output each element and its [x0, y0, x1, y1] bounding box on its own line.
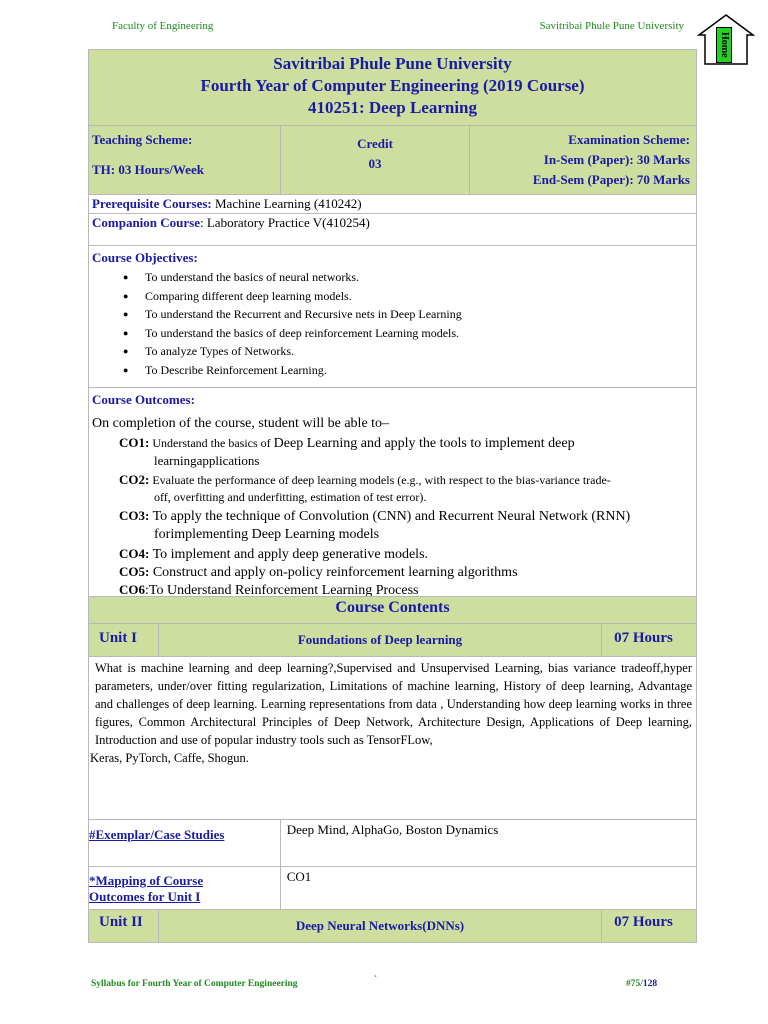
- page-title: Savitribai Phule Pune University Fourth Year of Computer Engineering (2019 Course) 410251: Deep Learning: [89, 50, 697, 126]
- header-university: Savitribai Phule Pune University: [539, 20, 684, 32]
- unit-1-hours: 07 Hours: [602, 624, 697, 657]
- examination-scheme: Examination Scheme: In-Sem (Paper): 30 Marks End-Sem (Paper): 70 Marks: [470, 126, 697, 195]
- footer-syllabus: Syllabus for Fourth Year of Computer Engineering: [91, 979, 298, 989]
- exemplar-value: Deep Mind, AlphaGo, Boston Dynamics: [280, 820, 696, 867]
- unit-2-title: Deep Neural Networks(DNNs): [158, 910, 601, 943]
- teaching-scheme: Teaching Scheme: TH: 03 Hours/Week: [89, 126, 281, 195]
- course-objectives: Course Objectives: ● To understand the basics of neural networks. ● Comparing different deep learning models. ● To understand the Recurrent and Recursive nets in Deep Learning ● To understand the basics of deep reinforcement Learning models. ● To analyze Types of Networks. ● To Describe Reinforcement Learning.: [89, 246, 697, 388]
- unit-1-name: Unit I: [89, 624, 159, 657]
- home-button[interactable]: Home: [716, 27, 732, 63]
- list-item: ● To understand the basics of neural networks.: [145, 268, 696, 287]
- mapping-label: *Mapping of Course Outcomes for Unit I: [89, 867, 281, 910]
- mapping-value: CO1: [280, 867, 696, 910]
- list-item: ● To Describe Reinforcement Learning.: [145, 361, 696, 380]
- list-item: ● Comparing different deep learning models.: [145, 287, 696, 306]
- unit-2-name: Unit II: [89, 910, 159, 943]
- credit: Credit 03: [280, 126, 470, 195]
- footer-mark: `: [374, 974, 377, 984]
- list-item: ● To understand the Recurrent and Recursive nets in Deep Learning: [145, 305, 696, 324]
- unit-2-hours: 07 Hours: [602, 910, 697, 943]
- page-number: #75/128: [626, 979, 658, 989]
- list-item: ● To understand the basics of deep reinforcement Learning models.: [145, 324, 696, 343]
- list-item: ● To analyze Types of Networks.: [145, 342, 696, 361]
- unit-1-content: What is machine learning and deep learning?,Supervised and Unsupervised Learning, bias variance tradeoff,hyper parameters, under/over fitting regularization, Limitations of machine learning, History of deep learning, Advantage and challenges of deep learning. Learning representations from data , Understanding how deep learning works in three figures, Common Architectural Principles of Deep Network, Architecture Design, Applications of Deep learning, Introduction and use of popular industry tools such as TensorFLow, Keras, PyTorch, Caffe, Shogun.: [89, 657, 697, 820]
- course-outcomes: Course Outcomes: On completion of the course, student will be able to– CO1: Understand the basics of Deep Learning and apply the tools to implement deep learningapplications CO2: Evaluate the performance of deep learning models (e.g., with respect to the bias-variance trade- off, overfitting and underfitting, estimation of test error). CO3: To apply the technique of Convolution (CNN) and Recurrent Neural Network (RNN) forimplementing Deep Learning models CO4: To implement and apply deep generative models. CO5: Construct and apply on-policy reinforcement learning algorithms CO6:To Understand Reinforcement Learning Process: [89, 388, 697, 597]
- syllabus-table: [88, 49, 697, 943]
- header-faculty: Faculty of Engineering: [112, 20, 214, 32]
- course-contents-heading: Course Contents: [89, 597, 697, 624]
- companion-course: Companion Course: Laboratory Practice V(410254): [89, 214, 697, 246]
- prerequisite-courses: Prerequisite Courses: Machine Learning (410242): [89, 195, 697, 214]
- unit-1-title: Foundations of Deep learning: [158, 624, 601, 657]
- exemplar-label: #Exemplar/Case Studies: [89, 820, 281, 867]
